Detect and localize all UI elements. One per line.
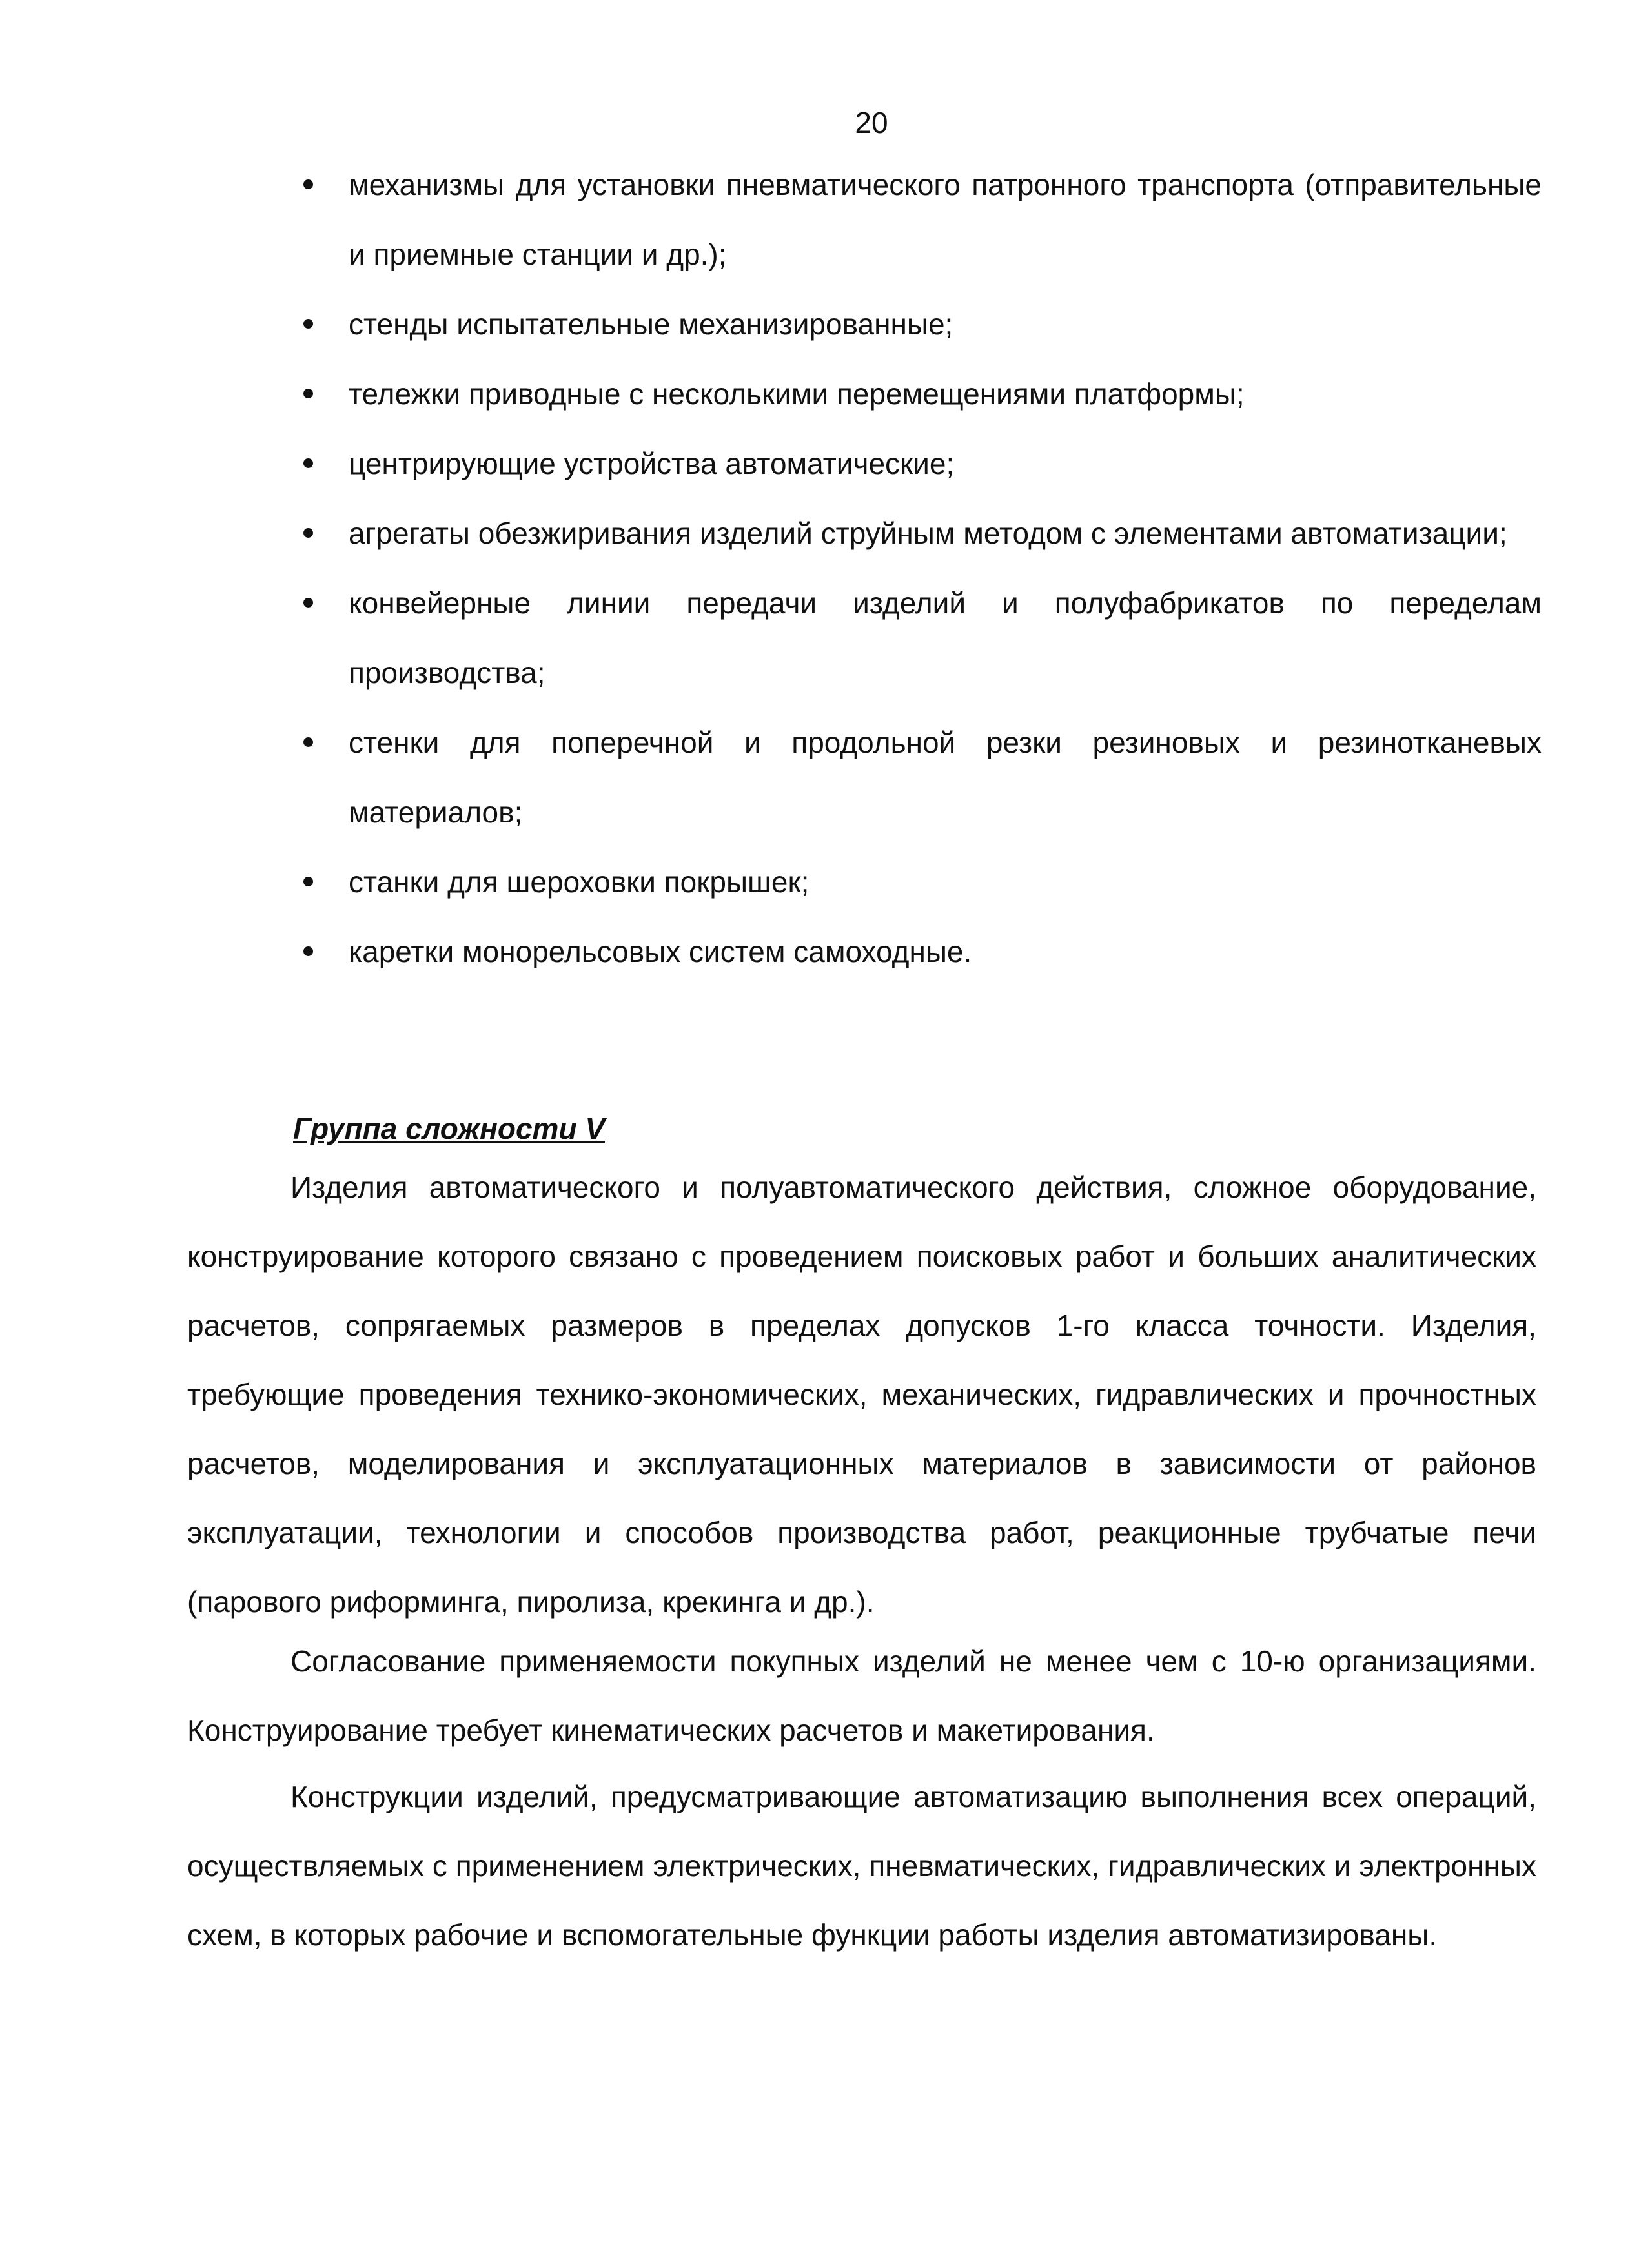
list-item bbox=[289, 917, 1542, 986]
list-item bbox=[289, 568, 1542, 708]
bullet-icon bbox=[303, 319, 313, 329]
bullet-icon bbox=[303, 528, 313, 538]
bullet-icon bbox=[303, 877, 313, 886]
list-item-text: конвейерные линии передачи изделий и полуфабрикатов по переделам производства; bbox=[349, 586, 1542, 690]
page-number: 20 bbox=[855, 106, 888, 139]
list-item bbox=[289, 847, 1542, 917]
list-item bbox=[289, 429, 1542, 498]
list-item bbox=[289, 359, 1542, 429]
bullet-list bbox=[289, 150, 1542, 986]
body-paragraph: Изделия автоматического и полуавтоматического действия, сложное оборудование, конструирование которого связано с проведением поисковых работ и больших аналитических расчетов, сопрягаемых размеров в пределах допусков 1-го класса точности. Изделия, требующие проведения технико-экономических, механических, гидравлических и прочностных расчетов, моделирования и эксплуатационных материалов в зависимости от районов эксплуатации, технологии и способов производства работ, реакционные трубчатые печи (парового риформинга, пиролиза, крекинга и др.). bbox=[187, 1170, 1536, 1619]
bullet-icon bbox=[303, 179, 313, 189]
bullet-icon bbox=[303, 458, 313, 468]
list-item bbox=[289, 150, 1542, 289]
list-item-text: станки для шероховки покрышек; bbox=[349, 865, 810, 899]
list-item-text: центрирующие устройства автоматические; bbox=[349, 447, 955, 480]
list-item bbox=[289, 708, 1542, 847]
list-item-text: механизмы для установки пневматического патронного транспорта (отправительные и приемные станции и др.); bbox=[349, 168, 1542, 271]
list-item-text: каретки монорельсовых систем самоходные. bbox=[349, 935, 972, 968]
list-item bbox=[289, 498, 1542, 568]
bullet-icon bbox=[303, 389, 313, 398]
bullet-icon bbox=[303, 737, 313, 747]
list-item-text: агрегаты обезжиривания изделий струйным методом с элементами автоматизации; bbox=[349, 516, 1507, 550]
list-item-text: стенды испытательные механизированные; bbox=[349, 307, 953, 341]
list-item-text: стенки для поперечной и продольной резки резиновых и резинотканевых материалов; bbox=[349, 726, 1542, 829]
body-paragraph: Конструкции изделий, предусматривающие автоматизацию выполнения всех операций, осуществляемых с применением электрических, пневматических, гидравлических и электронных схем, в которых рабочие и вспомогательные функции работы изделия автоматизированы. bbox=[187, 1780, 1536, 1952]
bullet-icon bbox=[303, 946, 313, 956]
section-heading: Группа сложности V bbox=[293, 1112, 606, 1145]
list-item bbox=[289, 289, 1542, 359]
bullet-icon bbox=[303, 598, 313, 608]
body-paragraph: Согласование применяемости покупных изделий не менее чем с 10-ю организациями. Конструирование требует кинематических расчетов и макетирования. bbox=[187, 1644, 1536, 1747]
list-item-text: тележки приводные с несколькими перемещениями платформы; bbox=[349, 377, 1245, 411]
